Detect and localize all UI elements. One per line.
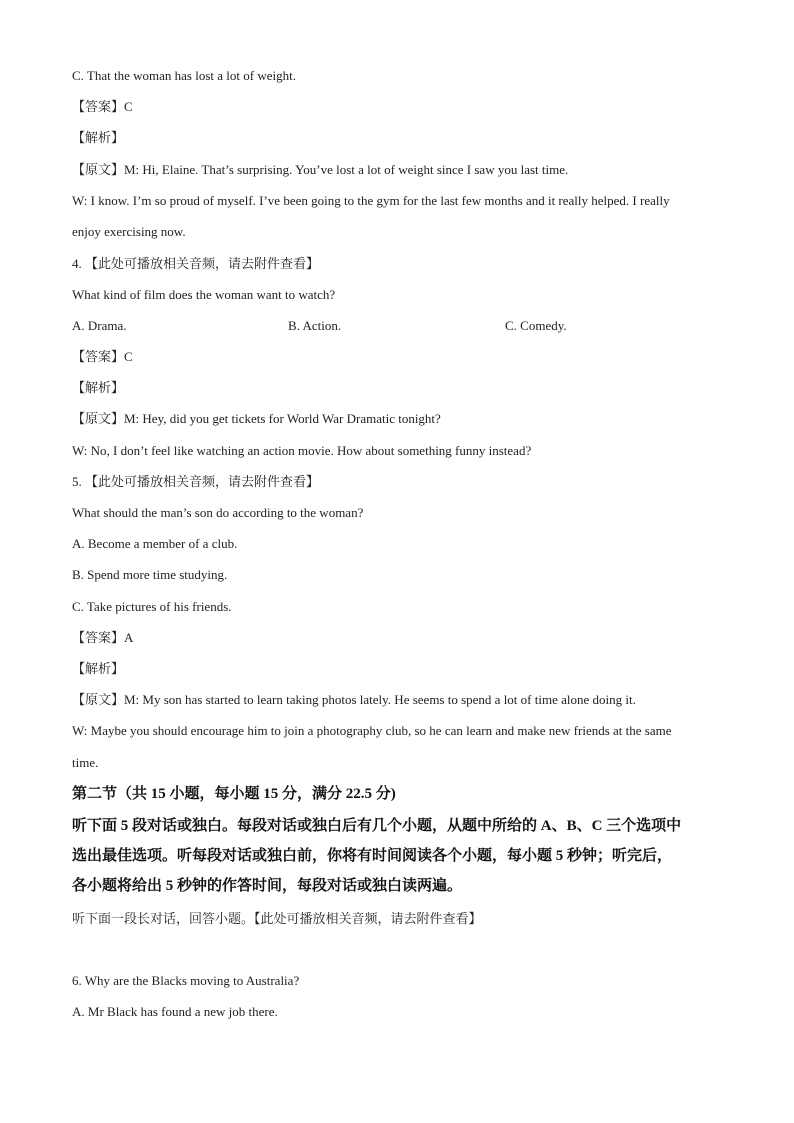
q5-option-b: B. Spend more time studying. [72,567,228,582]
section-2-listen-instruction: 听下面一段长对话，回答小题。【此处可播放相关音频，请去附件查看】 [72,911,482,926]
section-2-instructions-line-1: 听下面 5 段对话或独白。每段对话或独白后有几个小题，从题中所给的 A、B、C 三个选项中 [72,818,682,834]
q6-option-a: A. Mr Black has found a new job there. [72,1004,278,1019]
q4-option-a: A. Drama. [72,318,127,333]
q3-answer: 【答案】C [72,99,133,114]
q3-analysis-label: 【解析】 [72,130,125,145]
q4-transcript-line-1: 【原文】M: Hey, did you get tickets for World War Dramatic tonight? [72,411,441,426]
q5-question: What should the man’s son do according to the woman? [72,505,364,520]
q4-question: What kind of film does the woman want to watch? [72,287,336,302]
q3-transcript-line-3: enjoy exercising now. [72,224,186,239]
q5-option-c: C. Take pictures of his friends. [72,599,232,614]
q5-option-a: A. Become a member of a club. [72,536,238,551]
section-2-instructions-line-2: 选出最佳选项。听每段对话或独白前，你将有时间阅读各个小题，每小题 5 秒钟；听完后， [72,848,673,864]
section-2-instructions-line-3: 各小题将给出 5 秒钟的作答时间，每段对话或独白读两遍。 [72,878,463,894]
q5-transcript-line-1: 【原文】M: My son has started to learn taking photos lately. He seems to spend a lot of time alone doing it. [72,692,636,707]
q4-answer: 【答案】C [72,349,133,364]
q3-option-c: C. That the woman has lost a lot of weight. [72,68,296,83]
q4-header: 4. 【此处可播放相关音频，请去附件查看】 [72,256,320,271]
q4-option-c: C. Comedy. [505,318,567,333]
section-2-title: 第二节（共 15 小题，每小题 15 分，满分 22.5 分) [72,786,396,802]
q3-transcript-line-1: 【原文】M: Hi, Elaine. That’s surprising. You’ve lost a lot of weight since I saw you last time. [72,162,569,177]
q5-answer: 【答案】A [72,630,134,645]
q3-transcript-line-2: W: I know. I’m so proud of myself. I’ve been going to the gym for the last few months and it really helped. I really [72,193,670,208]
q5-transcript-line-3: time. [72,755,99,770]
q5-transcript-line-2: W: Maybe you should encourage him to join a photography club, so he can learn and make new friends at the same [72,723,672,738]
q5-analysis-label: 【解析】 [72,661,125,676]
q4-analysis-label: 【解析】 [72,380,125,395]
q4-option-b: B. Action. [288,318,342,333]
q6-question: 6. Why are the Blacks moving to Australia? [72,973,300,988]
q5-header: 5. 【此处可播放相关音频，请去附件查看】 [72,474,320,489]
q4-transcript-line-2: W: No, I don’t feel like watching an action movie. How about something funny instead? [72,443,532,458]
